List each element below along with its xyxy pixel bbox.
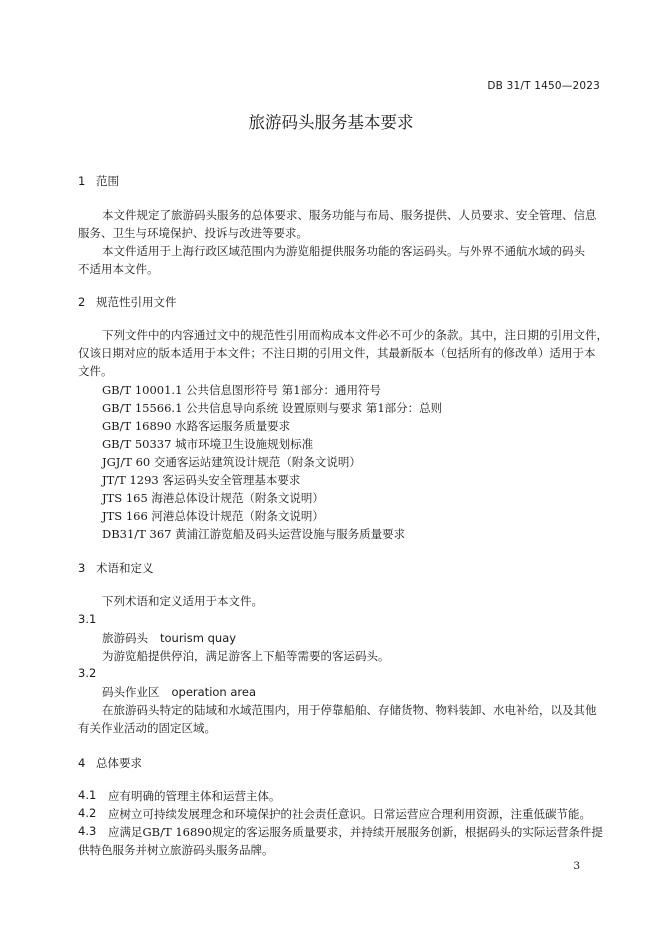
term-definition: 在旅游码头特定的陆域和水域范围内，用于停靠船舶、存储货物、物料装卸、水电补给，以及其他	[102, 703, 597, 717]
term-entry	[102, 684, 256, 700]
section-title: 总体要求	[96, 756, 142, 770]
clause-text: 应满足GB/T 16890规定的客运服务质量要求，并持续开展服务创新，根据码头的实际运营条件提	[108, 825, 603, 839]
paragraph-line: 本文件规定了旅游码头服务的总体要求、服务功能与布局、服务提供、人员要求、安全管理、信息	[102, 208, 597, 222]
section-number: 2	[78, 295, 86, 309]
term-entry	[102, 630, 236, 646]
section-title: 范围	[96, 174, 119, 188]
clause-text: 应树立可持续发展理念和环境保护的社会责任意识。日常运营应合理利用资源，注重低碳节能。	[108, 807, 591, 821]
term-definition: 为游览船提供停泊，满足游客上下船等需要的客运码头。	[102, 649, 390, 663]
term-chinese: 旅游码头	[102, 631, 148, 645]
reference-item: GB/T 50337 城市环境卫生设施规划标准	[102, 437, 314, 451]
page-title: 旅游码头服务基本要求	[248, 113, 414, 132]
clause-text: 应有明确的管理主体和运营主体。	[108, 789, 281, 803]
paragraph-line: 仅该日期对应的版本适用于本文件；不注日期的引用文件，其最新版本（包括所有的修改单）适用于本	[78, 346, 596, 360]
reference-item: GB/T 16890 水路客运服务质量要求	[102, 419, 291, 433]
reference-item: JGJ/T 60 交通客运站建筑设计规范（附条文说明）	[102, 455, 361, 469]
paragraph-line: 不适用本文件。	[78, 262, 159, 276]
section-3-heading	[78, 560, 154, 576]
section-1-heading	[78, 173, 119, 189]
paragraph-line: 下列文件中的内容通过文中的规范性引用而构成本文件必不可少的条款。其中，注日期的引用文件，	[102, 328, 608, 342]
reference-item: JTS 165 海港总体设计规范（附条文说明）	[102, 491, 324, 505]
clause-number: 4.2	[78, 806, 97, 820]
page-number: 3	[573, 860, 580, 872]
clause-number: 4.1	[78, 788, 97, 802]
standard-number: DB 31/T 1450—2023	[487, 80, 600, 92]
section-title: 规范性引用文件	[96, 295, 177, 309]
paragraph-line: 服务、卫生与环境保护、投诉与改进等要求。	[78, 226, 308, 240]
reference-item: GB/T 15566.1 公共信息导向系统 设置原则与要求 第1部分：总则	[102, 401, 443, 415]
clause-number: 4.3	[78, 824, 97, 838]
reference-item: GB/T 10001.1 公共信息图形符号 第1部分：通用符号	[102, 383, 382, 397]
reference-item: JT/T 1293 客运码头安全管理基本要求	[102, 473, 301, 487]
paragraph-line: 本文件适用于上海行政区域范围内为游览船提供服务功能的客运码头。与外界不通航水域的码头	[102, 244, 585, 258]
section-number: 4	[78, 756, 86, 770]
section-number: 1	[78, 174, 86, 188]
term-number: 3.1	[78, 612, 97, 626]
paragraph-line: 文件。	[78, 364, 113, 378]
term-definition: 有关作业活动的固定区域。	[78, 721, 216, 735]
reference-item: DB31/T 367 黄浦江游览船及码头运营设施与服务质量要求	[102, 527, 406, 541]
section-title: 术语和定义	[96, 561, 154, 575]
section-2-heading	[78, 294, 177, 310]
term-english: operation area	[171, 685, 257, 699]
clause-text: 供特色服务并树立旅游码头服务品牌。	[78, 843, 274, 857]
reference-item: JTS 166 河港总体设计规范（附条文说明）	[102, 509, 324, 523]
section-4-heading	[78, 755, 142, 771]
term-english: tourism quay	[160, 631, 237, 645]
section-number: 3	[78, 561, 86, 575]
term-chinese: 码头作业区	[102, 685, 160, 699]
term-number: 3.2	[78, 666, 97, 680]
paragraph-line: 下列术语和定义适用于本文件。	[102, 594, 263, 608]
